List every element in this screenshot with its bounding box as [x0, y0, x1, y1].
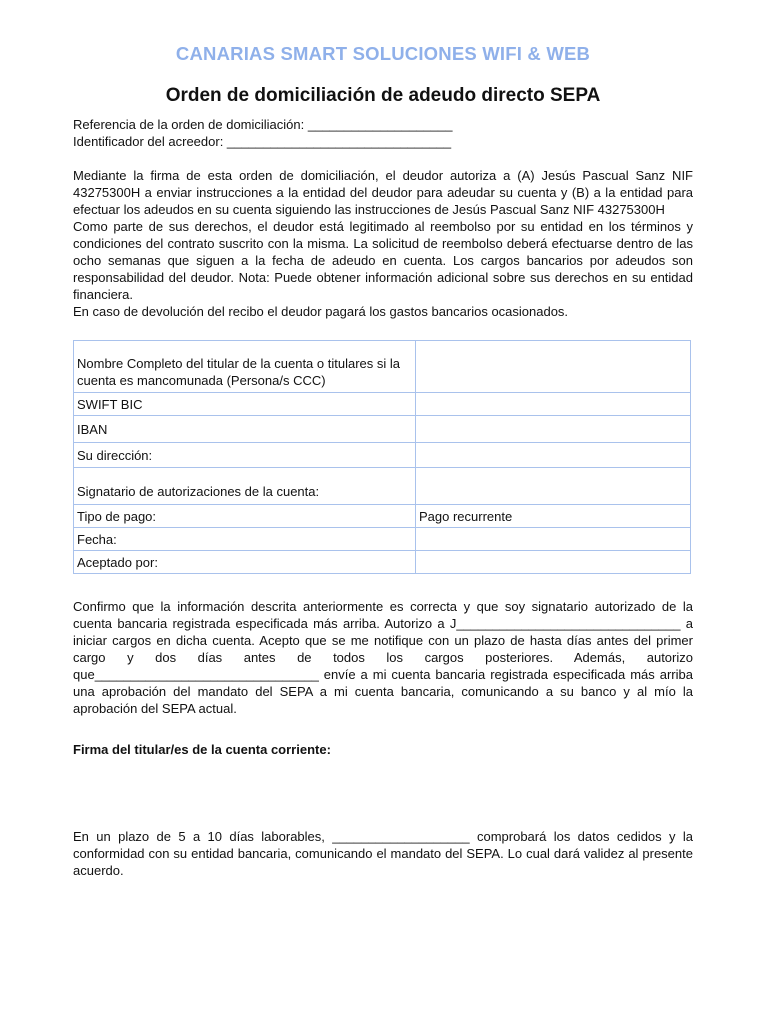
- address-label: Su dirección:: [74, 443, 416, 468]
- payment-type-label: Tipo de pago:: [74, 505, 416, 528]
- spacer: [73, 150, 693, 167]
- authorization-paragraph: Mediante la firma de esta orden de domiciliación, el deudor autoriza a (A) Jesús Pascual Sanz NIF 43275300H a enviar instrucciones a la entidad del deudor para adeudar su cuenta y (B) a la entidad para efectuar los adeudos en su cuenta siguiendo las instrucciones de Jesús Pascual Sanz NIF 43275300H: [73, 168, 693, 217]
- account-signatory-label: Signatario de autorizaciones de la cuenta:: [74, 468, 416, 505]
- account-holder-field[interactable]: [416, 341, 691, 393]
- table-row: [74, 551, 691, 574]
- table-row: [74, 443, 691, 468]
- signature-heading: Firma del titular/es de la cuenta corriente:: [73, 742, 331, 757]
- accepted-by-field[interactable]: [416, 551, 691, 574]
- iban-label: IBAN: [74, 416, 416, 443]
- company-brand: CANARIAS SMART SOLUCIONES WIFI & WEB: [175, 43, 591, 64]
- table-row: [74, 468, 691, 505]
- accepted-by-label: Aceptado por:: [74, 551, 416, 574]
- payment-type-value: Pago recurrente: [416, 505, 691, 528]
- table-row: [74, 505, 691, 528]
- date-field[interactable]: [416, 528, 691, 551]
- table-row: [74, 528, 691, 551]
- debtor-details-table: [73, 340, 691, 574]
- address-field[interactable]: [416, 443, 691, 468]
- return-fees-paragraph: En caso de devolución del recibo el deudor pagará los gastos bancarios ocasionados.: [73, 304, 569, 319]
- rights-paragraph: Como parte de sus derechos, el deudor está legitimado al reembolso por su entidad en los términos y condiciones del contrato suscrito con la misma. La solicitud de reembolso deberá efectuarse dentro de las ocho semanas que siguen a la fecha de adeudo en cuenta. Los cargos bancarios por adeudos son responsabilidad del deudor. Nota: Puede obtener información adicional sobre sus derechos en su entidad financiera.: [73, 219, 693, 302]
- document-page: [73, 40, 693, 879]
- mandate-reference-line: Referencia de la orden de domiciliación: ____________________: [73, 117, 453, 132]
- creditor-identifier-line: Identificador del acreedor: _______________________________: [73, 134, 452, 149]
- table-row: [74, 393, 691, 416]
- closing-paragraph: En un plazo de 5 a 10 días laborables, ___________________ comprobará los datos cedidos y la conformidad con su entidad bancaria, comunicando el mandato del SEPA. Lo cual dará validez al presente acuerdo.: [73, 829, 693, 878]
- account-holder-label: Nombre Completo del titular de la cuenta o titulares si la cuenta es mancomunada (Persona/s CCC): [74, 341, 416, 393]
- iban-field[interactable]: [416, 416, 691, 443]
- table-row: [74, 341, 691, 393]
- table-row: [74, 416, 691, 443]
- swift-bic-label: SWIFT BIC: [74, 393, 416, 416]
- swift-bic-field[interactable]: [416, 393, 691, 416]
- document-title: Orden de domiciliación de adeudo directo SEPA: [165, 85, 601, 106]
- confirmation-paragraph: Confirmo que la información descrita anteriormente es correcta y que soy signatario autorizado de la cuenta bancaria registrada especificada más arriba. Autorizo a J_______________________________ a iniciar cargos en dicha cuenta. Acepto que se me notifique con un plazo de hasta días antes del primer cargo y dos días antes de todos los cargos posteriores. Además, autorizo que_______________________________ envíe a mi cuenta bancaria registrada especificada más arriba una aprobación del mandato del SEPA a mi cuenta bancaria, comunicando a su banco y al mío la aprobación del SEPA actual.: [73, 599, 693, 716]
- date-label: Fecha:: [74, 528, 416, 551]
- account-signatory-field[interactable]: [416, 468, 691, 505]
